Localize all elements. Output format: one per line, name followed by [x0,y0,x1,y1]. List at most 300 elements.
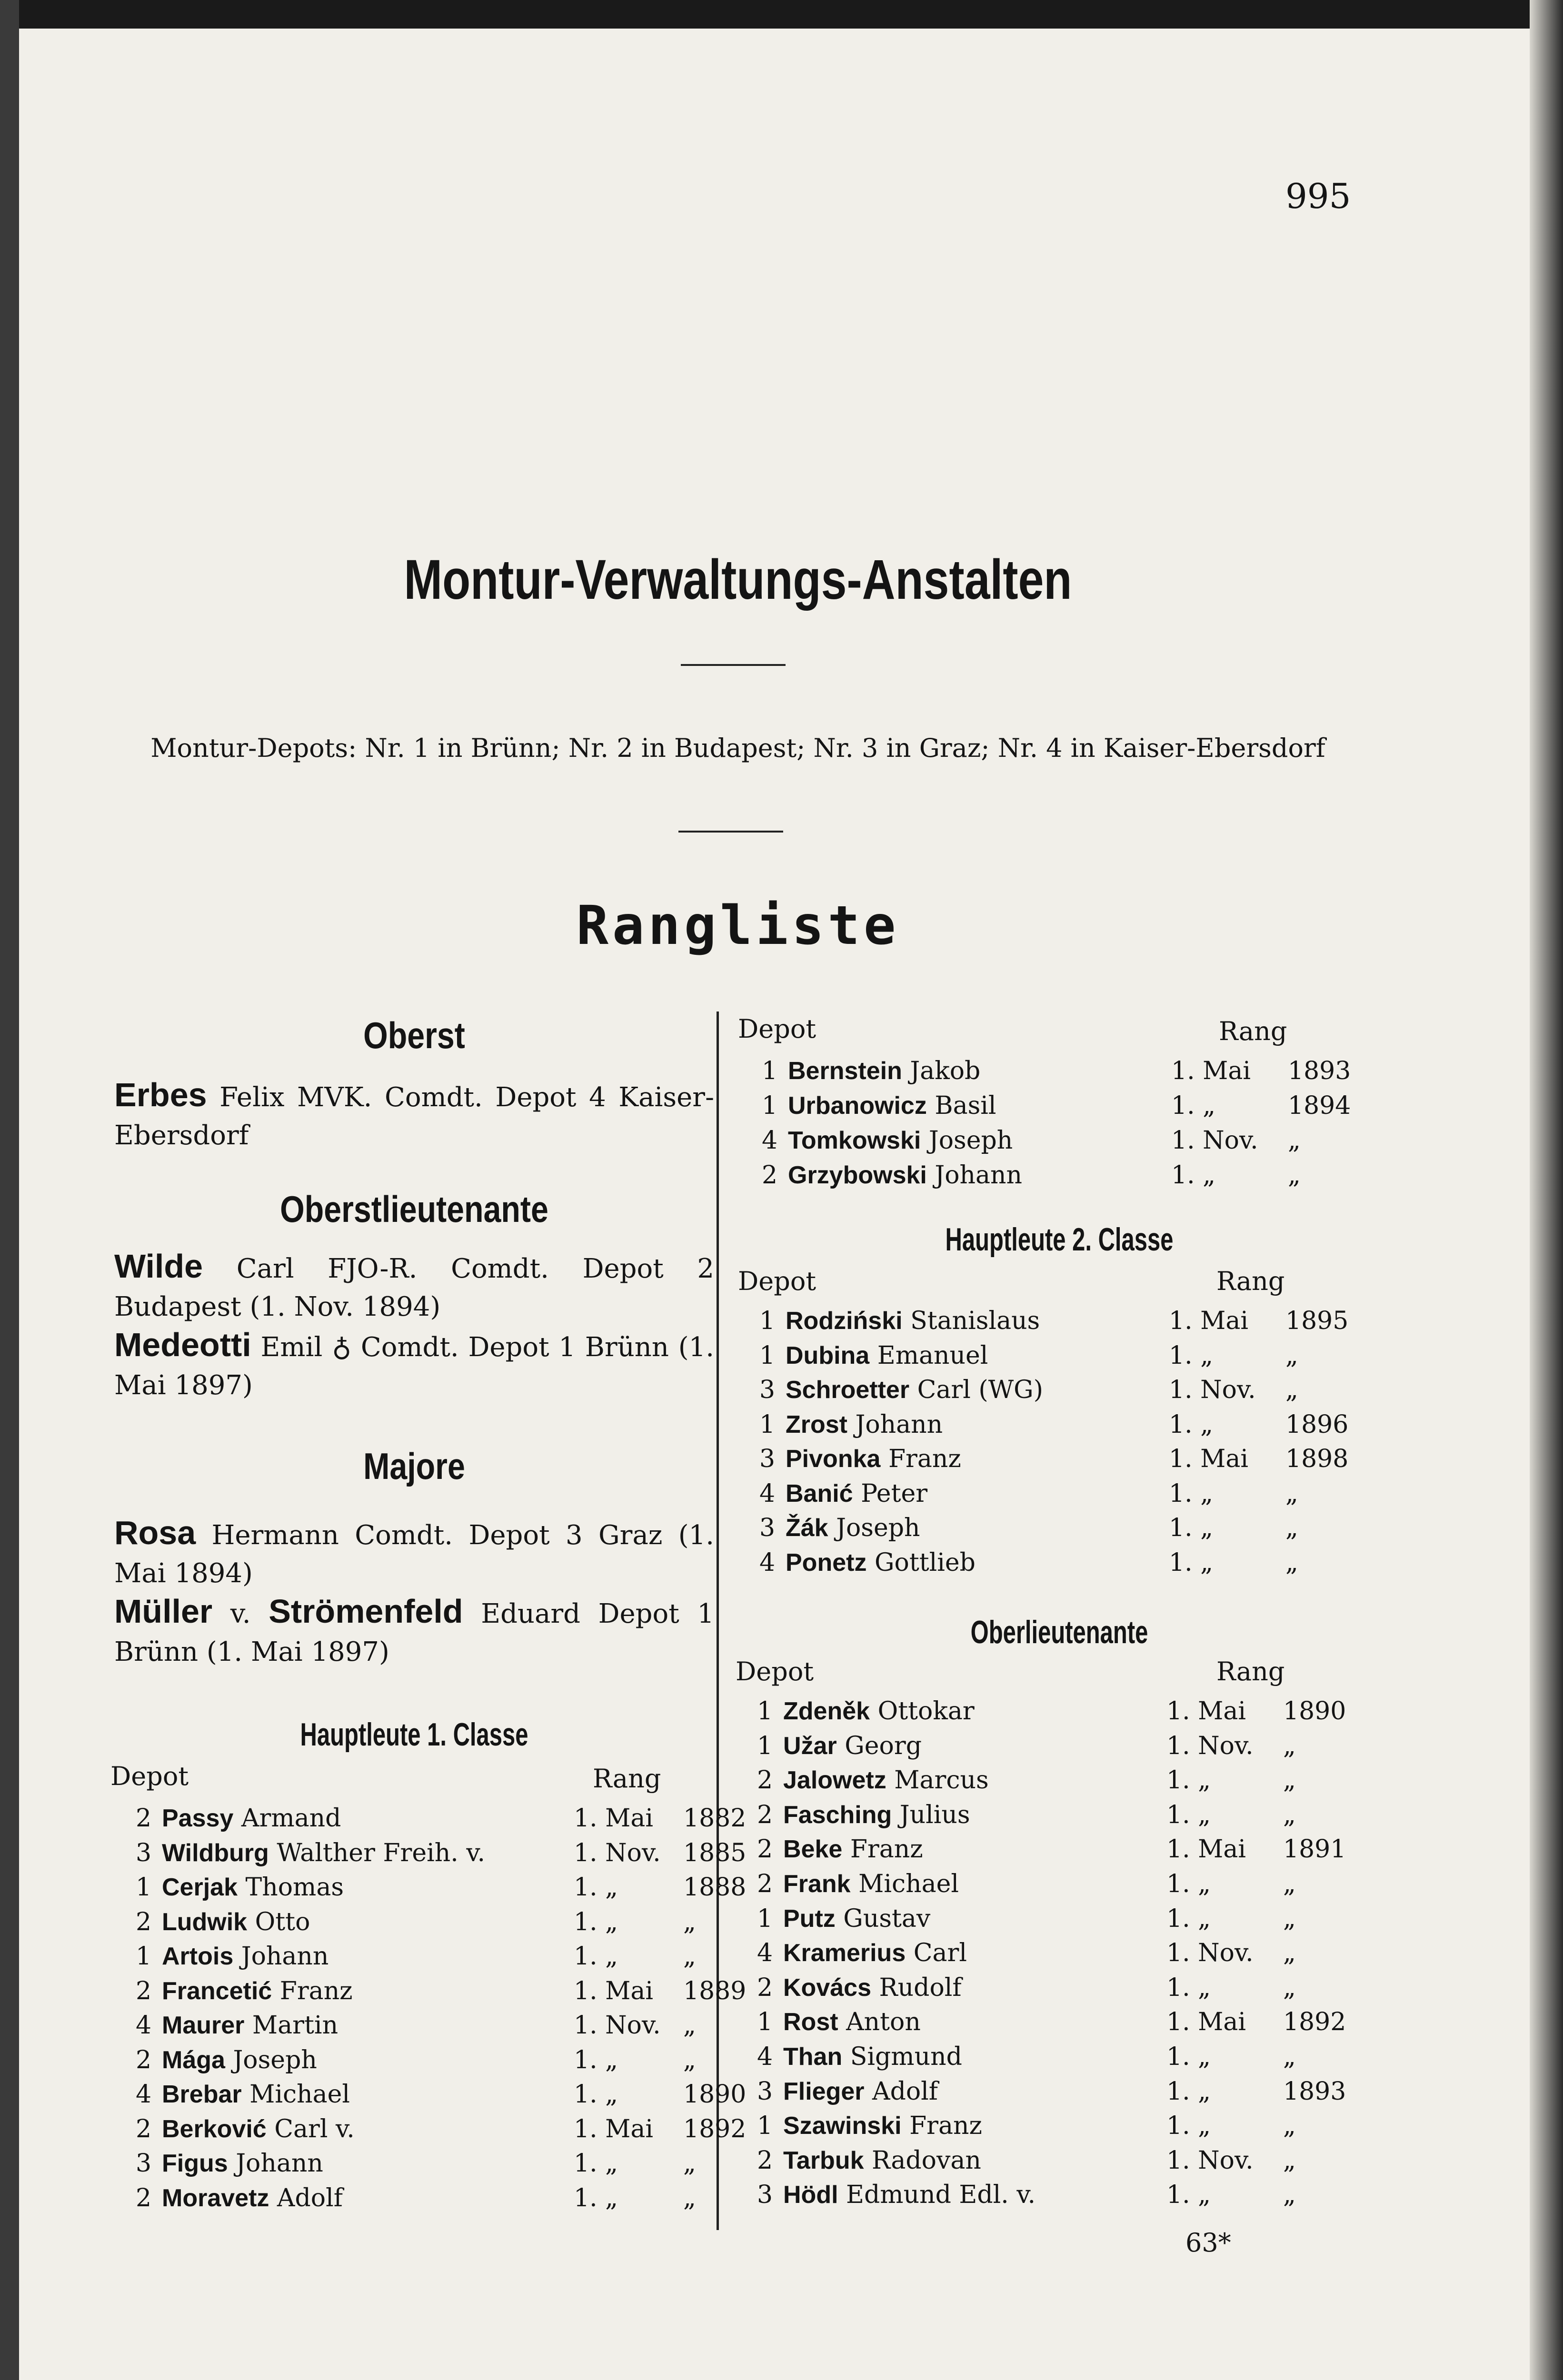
officer-given-name: Edmund Edl. v. [838,2181,1036,2210]
officer-name [783,1766,989,1795]
depot-number: 4 [136,2080,152,2109]
rank-date: 1. „ [1169,1548,1214,1577]
rank-date: 1. „ [574,1907,618,1936]
officer-surname: Schroetter [786,1376,910,1404]
officer-name [783,1697,975,1726]
rank-year: „ [1285,1548,1298,1577]
roster-row [759,1445,1369,1479]
roster-row [757,1697,1366,1731]
rank-year: 1893 [1288,1057,1351,1085]
officer-surname: Artois [162,1943,234,1970]
depot-number: 1 [757,1904,773,1933]
officer-name [786,1514,920,1542]
officer-given-name: Adolf [269,2183,343,2212]
rank-date: 1. „ [574,2183,618,2212]
officer-name [783,1973,962,2002]
depots-line: Montur-Depots: Nr. 1 in Brünn; Nr. 2 in Budapest; Nr. 3 in Graz; Nr. 4 in Kaiser-Ebersdorf [150,733,1325,763]
officer-name [786,1376,1043,1404]
officer-given-name: Basil [926,1091,996,1120]
depot-number: 2 [136,1907,152,1936]
rank-date: 1. Mai [574,1976,654,2005]
depot-column-header: Depot [736,1656,814,1686]
officer-surname: Fasching [783,1801,892,1829]
officer-name [783,2008,921,2036]
section-majore-title: Majore [363,1445,465,1487]
scan-edge-left [0,0,19,2380]
officer-given-name: Julius [892,1800,970,1829]
roster-row [759,1410,1369,1445]
rank-date: 1. „ [1166,1973,1211,2002]
roster-row [759,1514,1369,1548]
rank-year: 1892 [1283,2008,1346,2037]
rank-year: „ [1283,2146,1296,2175]
officer-surname: Cerjak [162,1874,238,1901]
rank-year: „ [1285,1514,1298,1542]
officer-given-name: Thomas [238,1873,344,1902]
rank-date: 1. „ [574,1942,618,1971]
officer-surname-part: Strömenfeld [269,1593,463,1630]
roster-row [757,1973,1366,2008]
roster-row [136,1976,747,2011]
officer-surname: Brebar [162,2081,242,2108]
divider-rule [678,831,783,833]
rang-column-header: Rang [1216,1266,1285,1296]
depot-number: 1 [762,1091,778,1120]
officer-given-name: Johann [926,1161,1023,1190]
officer-surname: Mága [162,2046,225,2074]
rank-year: 1885 [683,1838,747,1867]
rank-year: 1890 [683,2080,747,2109]
officer-surname: Rosa [114,1514,196,1551]
rank-date: 1. Nov. [574,2011,661,2040]
roster-row [136,1908,740,1942]
depot-number: 1 [762,1057,778,1085]
rank-date: 1. „ [574,2080,618,2109]
officer-entry [114,1514,714,1593]
officer-name [783,1939,967,1967]
rank-year: „ [1283,2043,1296,2071]
officer-name [162,2080,350,2109]
officer-name [786,1341,988,1370]
officer-surname: Banić [786,1479,853,1507]
roster-row [757,2008,1366,2042]
rank-year: 1898 [1285,1445,1349,1473]
officer-name [783,2043,962,2071]
depot-number: 2 [136,1804,152,1833]
officer-name [783,1904,930,1933]
depot-number: 2 [136,2183,152,2212]
officer-given-name: Peter [853,1479,928,1508]
officer-surname: Jalowetz [783,1766,886,1795]
officer-given-name: Franz [880,1445,961,1473]
depot-number: 1 [136,1873,152,1902]
rank-date: 1. Nov. [1166,2146,1254,2175]
roster-row [759,1548,1369,1583]
depot-number: 4 [757,2043,773,2071]
depot-column-header: Depot [738,1266,816,1296]
depot-number: 2 [757,1973,773,2002]
rank-year: „ [1285,1376,1298,1404]
rank-year: „ [683,2011,696,2040]
officer-surname: Ludwik [162,1908,248,1936]
officer-name [162,2149,323,2178]
roster-row [759,1307,1369,1341]
roster-row [136,2114,747,2149]
depot-number: 1 [759,1307,776,1335]
officer-given-name: Jakob [902,1057,981,1085]
officer-given-name: Michael [850,1870,959,1898]
officer-surname: Szawinski [783,2112,902,2140]
rank-year: „ [1283,1973,1296,2002]
officer-given-name: Joseph [921,1126,1013,1155]
roster-row [759,1341,1369,1376]
officer-surname: Grzybowski [788,1161,927,1189]
rank-year: „ [1283,2112,1296,2141]
officer-name [783,2146,981,2175]
officer-surname: Passy [162,1805,234,1832]
officer-surname: Flieger [783,2077,865,2105]
rank-date: 1. „ [574,1873,618,1902]
rank-date: 1. Nov. [1166,1731,1254,1760]
officer-name [783,1835,923,1864]
depot-number: 2 [757,1870,773,1898]
page-number: 995 [1285,176,1351,216]
officer-surname: Berković [162,2115,267,2143]
officer-surname: Dubina [786,1341,870,1369]
rank-date: 1. Mai [1166,1697,1246,1726]
roster-row [757,2146,1366,2181]
rank-year: 1893 [1283,2077,1346,2106]
officer-surname: Zdeněk [783,1697,870,1725]
rank-date: 1. „ [1166,1800,1211,1829]
depot-number: 2 [136,2114,152,2143]
officer-surname: Frank [783,1870,851,1898]
officer-details: Hermann Comdt. Depot 3 Graz (1. Mai 1894) [114,1520,714,1589]
rank-year: „ [1283,2181,1296,2210]
officer-surname: Zrost [786,1410,847,1438]
page-title: Montur-Verwaltungs-Anstalten [404,548,1072,611]
divider-rule [681,664,786,666]
depot-number: 4 [759,1479,776,1508]
section-hl2-title: Hauptleute 2. Classe [945,1221,1174,1258]
rank-year: „ [1288,1126,1301,1155]
rang-column-header: Rang [593,1764,661,1794]
rank-year: „ [1283,1766,1296,1795]
officer-given-name: Armand [233,1804,341,1833]
rank-date: 1. „ [574,2045,618,2074]
officer-given-name: Franz [842,1835,923,1864]
officer-given-name: Georg [836,1731,922,1760]
rank-year: 1891 [1283,1835,1346,1864]
officer-name [783,2181,1035,2209]
roster-row [757,1870,1366,1904]
officer-name [786,1445,961,1473]
depot-number: 2 [762,1161,778,1190]
officer-given-name: Rudolf [871,1973,962,2002]
officer-name [162,1977,353,2005]
depot-number: 1 [759,1341,776,1370]
rank-date: 1. Mai [1166,1835,1246,1864]
section-hl1-title: Hauptleute 1. Classe [300,1716,528,1753]
rank-date: 1. „ [1166,2181,1211,2210]
officer-details: Felix MVK. Comdt. Depot 4 Kaiser-Ebersdorf [114,1082,714,1151]
roster-row [757,1801,1366,1835]
officer-surname: Erbes [114,1076,207,1113]
officer-given-name: Gustav [835,1904,931,1933]
officer-surname: Wildburg [162,1839,269,1867]
rank-date: 1. „ [1166,2077,1211,2106]
scan-edge-top [0,0,1563,29]
depot-number: 2 [136,1976,152,2005]
rank-date: 1. „ [1169,1341,1214,1370]
roster-row [757,2043,1366,2077]
officer-name [788,1057,980,1085]
roster-row [136,1873,747,1907]
section-oberstlt-title: Oberstlieutenante [280,1188,548,1230]
officer-surname: Medeotti [114,1326,251,1363]
roster-row [757,1835,1366,1869]
depot-number: 4 [759,1548,776,1577]
rank-year: „ [683,1907,696,1936]
officer-name [162,1873,344,1902]
officer-surname: Žák [786,1514,828,1542]
rank-year: „ [683,1942,696,1971]
rank-year: „ [1288,1161,1301,1190]
depot-number: 4 [136,2011,152,2040]
roster-row [762,1126,1371,1160]
officer-name [162,1804,341,1833]
depot-number: 2 [136,2045,152,2074]
roster-row [136,1942,740,1976]
officer-name [783,1732,922,1760]
rank-year: 1890 [1283,1697,1346,1726]
sheet-signature: 63* [1185,2228,1231,2258]
officer-surname: Beke [783,1835,843,1864]
depot-number: 3 [757,2181,773,2210]
depot-number: 2 [757,1835,773,1864]
rank-date: 1. Mai [1166,2008,1246,2037]
rank-date: 1. Mai [1169,1445,1249,1473]
roster-row [762,1057,1371,1091]
roster-row [757,2112,1366,2146]
roster-row [757,1766,1366,1800]
depot-number: 1 [759,1410,776,1439]
officer-surname: Pivonka [786,1445,881,1473]
rank-year: „ [1285,1479,1298,1508]
officer-given-name: Joseph [225,2045,317,2074]
rank-year: 1892 [683,2114,747,2143]
officer-given-name: Anton [838,2008,921,2037]
rank-year: 1882 [683,1804,747,1833]
officer-given-name: Radovan [864,2146,981,2175]
roster-row [757,2077,1366,2112]
officer-surname: Putz [783,1904,836,1933]
rank-date: 1. Nov. [1169,1376,1256,1404]
roster-row [136,2149,740,2183]
section-oberst-title: Oberst [363,1014,465,1056]
rangliste-heading: Rangliste [576,895,900,957]
officer-given-name: Franz [901,2112,982,2141]
officer-surname: Kovács [783,1973,871,2002]
officer-entry [114,1247,714,1326]
rank-year: „ [1283,1800,1296,1829]
rank-date: 1. „ [1169,1514,1214,1542]
officer-surname: Urbanowicz [788,1092,927,1120]
depot-number: 4 [762,1126,778,1155]
officer-surname: Figus [162,2150,228,2177]
officer-details: v. [212,1598,269,1629]
officer-surname: Bernstein [788,1057,902,1085]
rank-date: 1. „ [1166,2112,1211,2141]
rank-date: 1. „ [1166,1904,1211,1933]
officer-surname: Rost [783,2008,838,2036]
officer-surname: Wilde [114,1248,203,1285]
depot-number: 1 [757,1697,773,1726]
officer-name [162,2046,317,2074]
roster-row [757,1904,1366,1939]
rang-column-header: Rang [1216,1656,1285,1686]
rank-year: „ [1283,1904,1296,1933]
officer-details: Carl FJO-R. Comdt. Depot 2 Budapest (1. Nov. 1894) [114,1253,714,1322]
officer-name [162,2115,355,2143]
depot-number: 3 [759,1514,776,1542]
scan-edge-right [1530,0,1563,2380]
officer-name [783,1801,970,1829]
officer-name [162,2011,338,2040]
depot-column-header: Depot [110,1761,189,1791]
officer-given-name: Adolf [864,2077,938,2106]
officer-given-name: Stanislaus [902,1307,1040,1335]
rank-year: „ [1283,1870,1296,1898]
depot-number: 2 [757,2146,773,2175]
officer-given-name: Walther Freih. v. [269,1838,486,1867]
officer-name [788,1091,996,1120]
rank-year: „ [683,2045,696,2074]
depot-number: 3 [759,1445,776,1473]
rank-date: 1. Mai [1169,1307,1249,1335]
roster-row [136,2046,740,2080]
rank-date: 1. „ [574,2149,618,2178]
officer-given-name: Johann [228,2149,323,2178]
officer-surname: Francetić [162,1977,272,2005]
rank-year: 1896 [1285,1410,1349,1439]
rank-year: 1889 [683,1976,747,2005]
officer-given-name: Johann [233,1942,329,1971]
roster-row [136,2184,740,2218]
officer-surname: Than [783,2043,843,2071]
officer-given-name: Sigmund [842,2043,962,2071]
rank-date: 1. „ [1166,1870,1211,1898]
depot-number: 1 [757,1731,773,1760]
officer-given-name: Franz [272,1976,353,2005]
rank-date: 1. Mai [574,2114,654,2143]
rank-year: 1888 [683,1873,747,1902]
rank-date: 1. Mai [574,1804,654,1833]
officer-name [788,1161,1022,1190]
roster-row [762,1091,1371,1126]
rank-year: „ [1285,1341,1298,1370]
officer-name [162,2184,343,2212]
roster-row [136,1838,747,1873]
officer-entry [114,1076,714,1155]
officer-name [786,1410,943,1439]
depot-number: 2 [757,1800,773,1829]
depot-number: 1 [757,2008,773,2037]
rank-date: 1. „ [1169,1410,1214,1439]
officer-entry [114,1326,714,1405]
rank-year: 1895 [1285,1307,1349,1335]
officer-name [786,1548,976,1577]
officer-name [162,1908,310,1936]
roster-row [757,1939,1366,1973]
depot-number: 2 [757,1766,773,1795]
depot-number: 3 [136,2149,152,2178]
depot-number: 1 [136,1942,152,1971]
roster-row [136,2011,740,2045]
rank-year: „ [1283,1939,1296,1968]
officer-given-name: Carl [906,1939,967,1968]
officer-name [783,1870,959,1898]
rank-date: 1. Mai [1171,1057,1251,1085]
officer-name [783,2077,938,2106]
rank-year: „ [1283,1731,1296,1760]
officer-given-name: Joseph [828,1514,920,1542]
officer-entry [114,1592,714,1671]
officer-given-name: Michael [241,2080,350,2109]
roster-row [136,2080,747,2114]
depot-number: 3 [136,1838,152,1867]
rank-date: 1. Nov. [1171,1126,1258,1155]
officer-name [162,1839,485,1867]
officer-surname: Tomkowski [788,1127,921,1154]
officer-name [786,1479,927,1508]
officer-surname: Müller [114,1593,213,1630]
officer-surname: Maurer [162,2012,245,2039]
rank-date: 1. Nov. [574,1838,661,1867]
roster-row [759,1376,1369,1410]
depot-column-header: Depot [738,1014,816,1044]
officer-given-name: Martin [244,2011,338,2040]
officer-given-name: Otto [247,1907,310,1936]
officer-surname: Kramerius [783,1939,906,1967]
roster-row [759,1479,1369,1514]
section-olt-title: Oberlieutenante [970,1614,1148,1650]
officer-details: Eduard Depot 1 Brünn (1. Mai 1897) [114,1598,714,1667]
officer-surname: Tarbuk [783,2146,864,2174]
officer-given-name: Carl v. [266,2114,355,2143]
officer-given-name: Marcus [886,1766,989,1795]
rank-year: „ [683,2183,696,2212]
rank-date: 1. „ [1171,1161,1216,1190]
officer-details: Emil ♁ Comdt. Depot 1 Brünn (1. Mai 1897) [114,1332,714,1401]
officer-name [786,1307,1040,1335]
rank-date: 1. „ [1171,1091,1216,1120]
officer-name [788,1126,1013,1155]
depot-number: 3 [759,1376,776,1404]
roster-row [762,1161,1371,1195]
roster-row [757,1732,1366,1766]
officer-given-name: Emanuel [869,1341,988,1370]
rank-date: 1. „ [1166,1766,1211,1795]
officer-name [783,2112,982,2140]
rank-date: 1. „ [1169,1479,1214,1508]
officer-given-name: Ottokar [870,1697,975,1726]
rang-column-header: Rang [1219,1016,1287,1046]
roster-row [757,2181,1366,2215]
rank-date: 1. Nov. [1166,1939,1254,1968]
roster-row [136,1804,747,1838]
officer-given-name: Gottlieb [866,1548,976,1577]
